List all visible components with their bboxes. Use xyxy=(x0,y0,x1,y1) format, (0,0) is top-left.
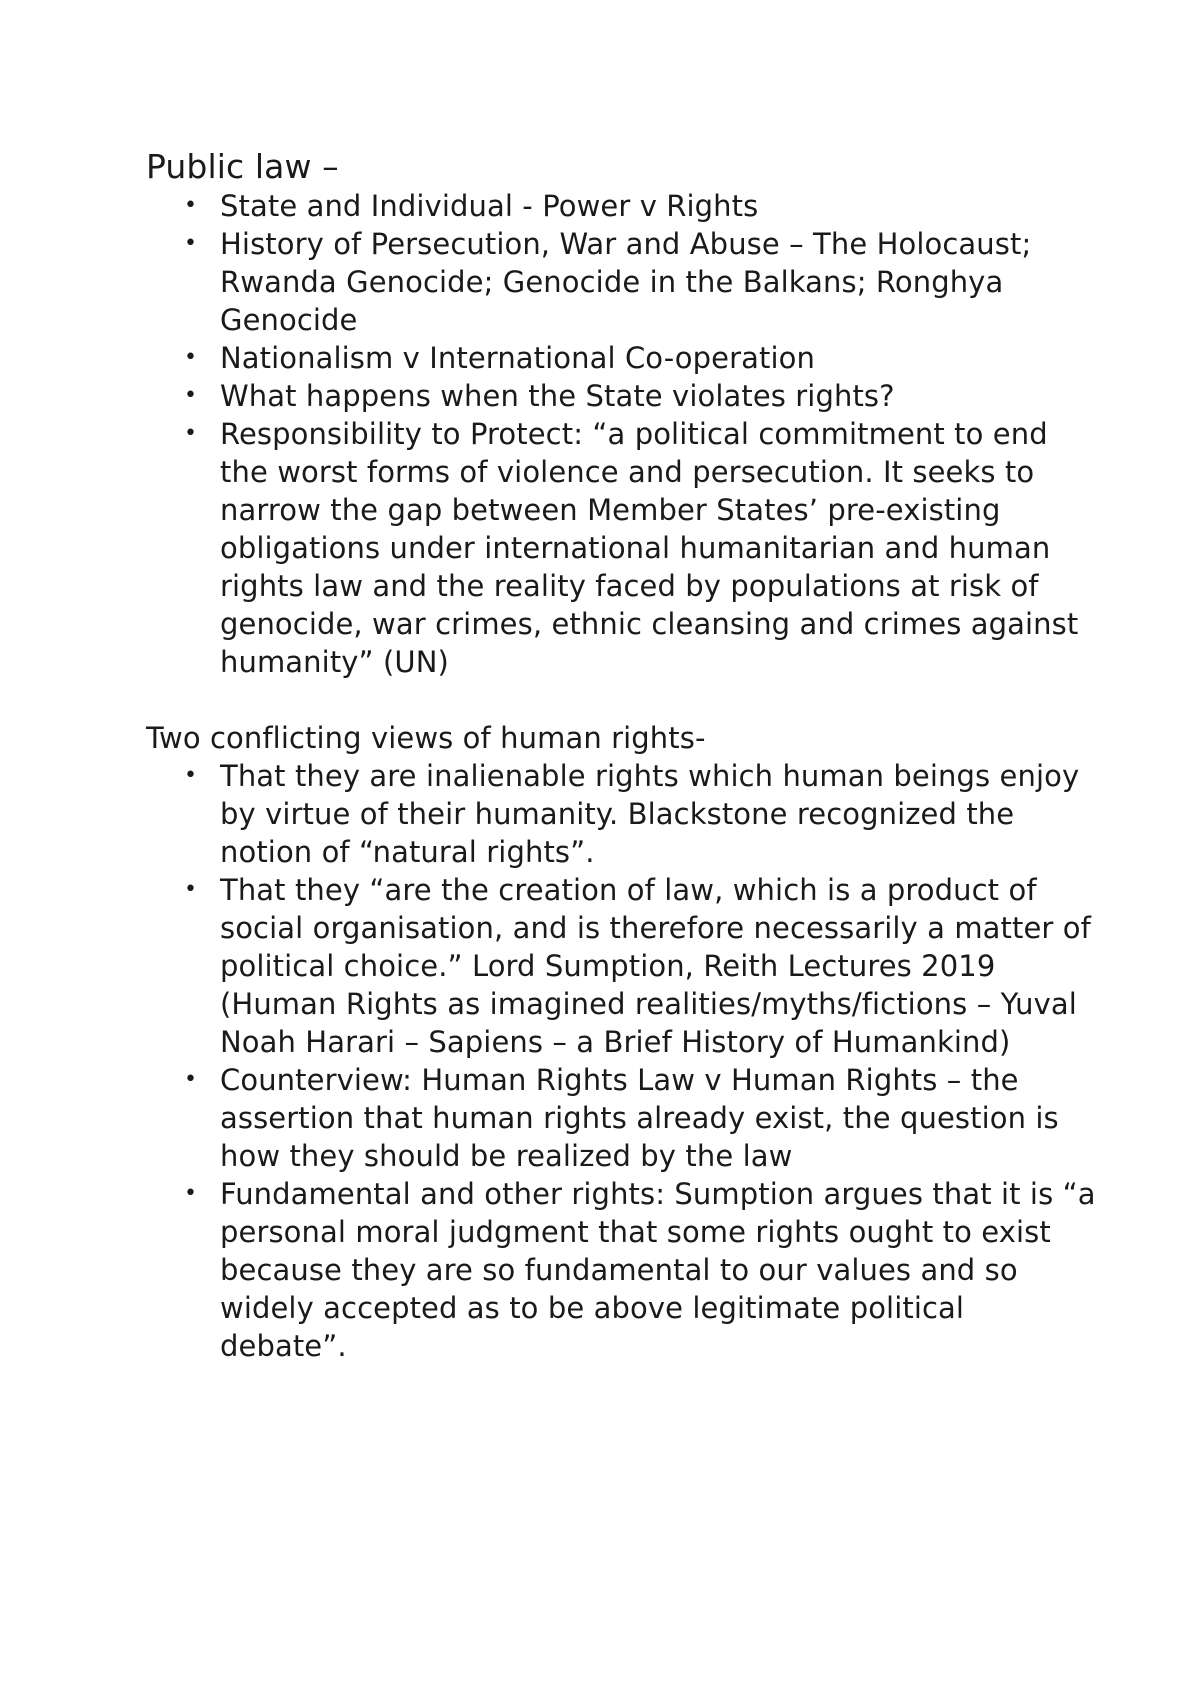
list-item xyxy=(146,339,1096,377)
list-item xyxy=(146,871,1096,1061)
list-item-text: That they “are the creation of law, which is a product of social organisation, and is therefore necessarily a matter of political choice.” Lord Sumption, Reith Lectures 2019 (Human Rights as imagined realities/myths/fictions – Yuval Noah Harari – Sapiens – a Brief History of Humankind) xyxy=(220,873,1091,1059)
list-item-text: Fundamental and other rights: Sumption argues that it is “a personal moral judgment that some rights ought to exist because they are so fundamental to our values and so widely accepted as to be above legitimate political debate”. xyxy=(220,1177,1096,1363)
list-item xyxy=(146,1061,1096,1175)
list-item-text: State and Individual - Power v Rights xyxy=(220,189,759,223)
document-body xyxy=(146,147,1096,1365)
bullet-list-conflicting-views xyxy=(146,757,1096,1365)
list-item xyxy=(146,187,1096,225)
bullet-icon: • xyxy=(184,1181,198,1206)
list-item-text: What happens when the State violates rights? xyxy=(220,379,895,413)
bullet-icon: • xyxy=(184,383,198,408)
list-item xyxy=(146,225,1096,339)
bullet-icon: • xyxy=(184,421,198,446)
bullet-icon: • xyxy=(184,231,198,256)
list-item-text: Responsibility to Protect: “a political commitment to end the worst forms of violence and persecution. It seeks to narrow the gap between Member States’ pre-existing obligations under international humanitarian and human rights law and the reality faced by populations at risk of genocide, war crimes, ethnic cleansing and crimes against humanity” (UN) xyxy=(220,417,1079,679)
list-item xyxy=(146,1175,1096,1365)
bullet-icon: • xyxy=(184,193,198,218)
section-heading-conflicting-views: Two conflicting views of human rights- xyxy=(146,721,706,755)
list-item-text: That they are inalienable rights which human beings enjoy by virtue of their humanity. Blackstone recognized the notion of “natural rights”. xyxy=(220,759,1080,869)
list-item xyxy=(146,377,1096,415)
bullet-list-public-law xyxy=(146,187,1096,681)
list-item-text: History of Persecution, War and Abuse – The Holocaust; Rwanda Genocide; Genocide in the Balkans; Ronghya Genocide xyxy=(220,227,1032,337)
list-item-text: Counterview: Human Rights Law v Human Rights – the assertion that human rights already exist, the question is how they should be realized by the law xyxy=(220,1063,1059,1173)
bullet-icon: • xyxy=(184,763,198,788)
list-item xyxy=(146,757,1096,871)
bullet-icon: • xyxy=(184,1067,198,1092)
bullet-icon: • xyxy=(184,877,198,902)
list-item xyxy=(146,415,1096,681)
section-spacer xyxy=(146,681,1096,719)
list-item-text: Nationalism v International Co-operation xyxy=(220,341,815,375)
section-heading-public-law: Public law – xyxy=(146,147,339,186)
bullet-icon: • xyxy=(184,345,198,370)
